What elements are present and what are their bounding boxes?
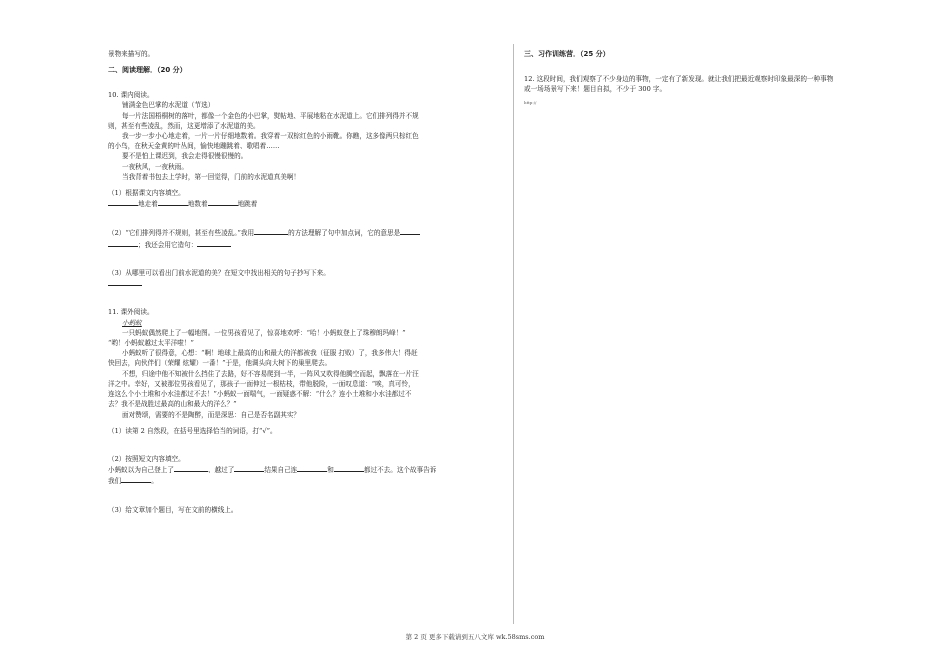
- q10-paragraph: 每一片法国梧桐树的落叶，都像一个金色的小巴掌，熨帖地、平展地粘在水泥道上。它们排列得并不规: [122, 111, 419, 120]
- q11-paragraph: 连这么个小土堆和小水洼都过不去！”小蚂蚁一面喘气，一面疑惑不解：“什么？连小土堆和小水洼都过不: [108, 390, 412, 399]
- q10-passage-title: 铺满金色巴掌的水泥道（节选）: [122, 101, 215, 110]
- q11-sub2: （2）按照短文内容填空。: [108, 454, 185, 463]
- q11-paragraph: 小蚂蚁听了很得意，心想：“啊！地球上最高的山和最大的洋都被我（征服 打败）了，我多伟大！得赶: [122, 349, 418, 358]
- answer-blank[interactable]: [297, 464, 327, 472]
- column-divider: [513, 44, 514, 624]
- answer-blank[interactable]: [234, 464, 264, 472]
- section-3-title: 三、习作训练营．（25 分）: [524, 50, 610, 58]
- answer-blank[interactable]: [208, 198, 238, 206]
- answer-blank[interactable]: [108, 198, 138, 206]
- q10-sub3-fill: [108, 278, 504, 289]
- answer-blank[interactable]: [174, 464, 208, 472]
- right-column: [524, 49, 924, 106]
- q12-prompt: 12. 这段时间，我们观察了不少身边的事物，一定有了新发现。就让我们把最近观察时印象最深的一种事物: [524, 74, 834, 83]
- carry-over-text: 景物来描写的。: [108, 50, 155, 58]
- answer-blank[interactable]: [121, 475, 151, 483]
- q11-paragraph: 快回去，向伙伴们（荣耀 炫耀）一番！”于是，他调头向大树下的巢里爬去。: [108, 359, 332, 368]
- q12-prompt: 或一场场景写下来！题目自拟，不少于 300 字。: [524, 85, 667, 94]
- answer-blank[interactable]: [254, 227, 288, 235]
- q11-paragraph: 一只蚂蚁偶然爬上了一幅地图。一位男孩看见了，惊喜地欢呼：“哈！小蚂蚁登上了珠穆朗玛峰！”: [122, 328, 406, 337]
- q10-paragraph: 一夜秋风，一夜秋雨。: [122, 162, 188, 171]
- q10-sub3: （3）从哪里可以看出门前水泥道的美？在短文中找出相关的句子抄写下来。: [108, 268, 330, 277]
- answer-blank[interactable]: [108, 239, 138, 247]
- q11-story-title: 小蚂蚁: [122, 318, 142, 327]
- q11-paragraph: “哟！小蚂蚁越过太平洋啦！”: [108, 339, 194, 347]
- q10-sub2: （2）“它们排列得并不规则，甚至有些凌乱。”我用 的方法理解了句中加点词，它的意思是: [108, 227, 504, 238]
- url-note: http://: [524, 100, 537, 106]
- answer-blank[interactable]: [108, 278, 142, 286]
- q10-paragraph: 要不是怕上课迟到，我会走得很慢很慢的。: [122, 152, 248, 161]
- q11-intro: 11. 课外阅读。: [108, 308, 154, 317]
- page-footer: 第 2 页 更多下载请到五八文库 wk.58sms.com: [405, 633, 545, 641]
- q11-paragraph: 不想，归途中他不知被什么挡住了去路，好不容易爬到一半，一阵风又吹得他腾空而起，飘落在一片汪: [122, 369, 419, 378]
- answer-blank[interactable]: [158, 198, 188, 206]
- q11-sub2-cont: 我们 。: [108, 477, 158, 486]
- q11-paragraph: 洋之中。幸好，又被那位男孩看见了，那孩子一面伸过一根枯枝，带他脱险，一面叹息道：“唉，真可怜，: [108, 379, 415, 388]
- q10-sub1: （1）根据课文内容填空。: [108, 189, 185, 198]
- left-column: [108, 49, 504, 515]
- answer-blank[interactable]: [334, 464, 364, 472]
- q10-paragraph: 的小鸟，在秋天金黄的叶丛间，愉快地蹦跳着、歌唱着……: [108, 142, 280, 151]
- q11-paragraph: 去？我不是战胜过最高的山和最大的洋么？”: [108, 400, 237, 409]
- q10-paragraph: 我一步一步小心地走着，一片一片仔细地数着。我穿着一双棕红色的小雨靴。你瞧，这多像两只棕红色: [122, 131, 419, 140]
- q10-paragraph: 当我背着书包去上学时，第一回觉得，门前的水泥道真美啊！: [122, 172, 301, 181]
- q11-sub3: （3）给文章加个题目，写在文前的横线上。: [108, 505, 238, 514]
- q10-sub2-cont: ；我还会用它造句：: [108, 239, 504, 250]
- q11-sub1: （1）读第 2 自然段，在括号里选择恰当的词语，打“√”。: [108, 426, 277, 435]
- answer-blank[interactable]: [400, 227, 420, 235]
- q10-sub1-fill: 地走着 地数着 地跳着: [108, 198, 504, 209]
- q11-sub2-fill: 小蚂蚁以为自己登上了 、越过了 结果自己连 和 都过不去。这个故事告诉: [108, 466, 437, 475]
- q11-paragraph: 面对赞颂，需要的不是陶醉，而是深思：自己是否名副其实？: [122, 410, 301, 419]
- q10-paragraph: 则，甚至有些凌乱，然而，这更增添了水泥道的美。: [108, 121, 260, 130]
- answer-blank[interactable]: [197, 239, 231, 247]
- q10-intro: 10. 课内阅读。: [108, 91, 154, 100]
- section-2-title: 二、阅读理解．（20 分）: [108, 66, 187, 75]
